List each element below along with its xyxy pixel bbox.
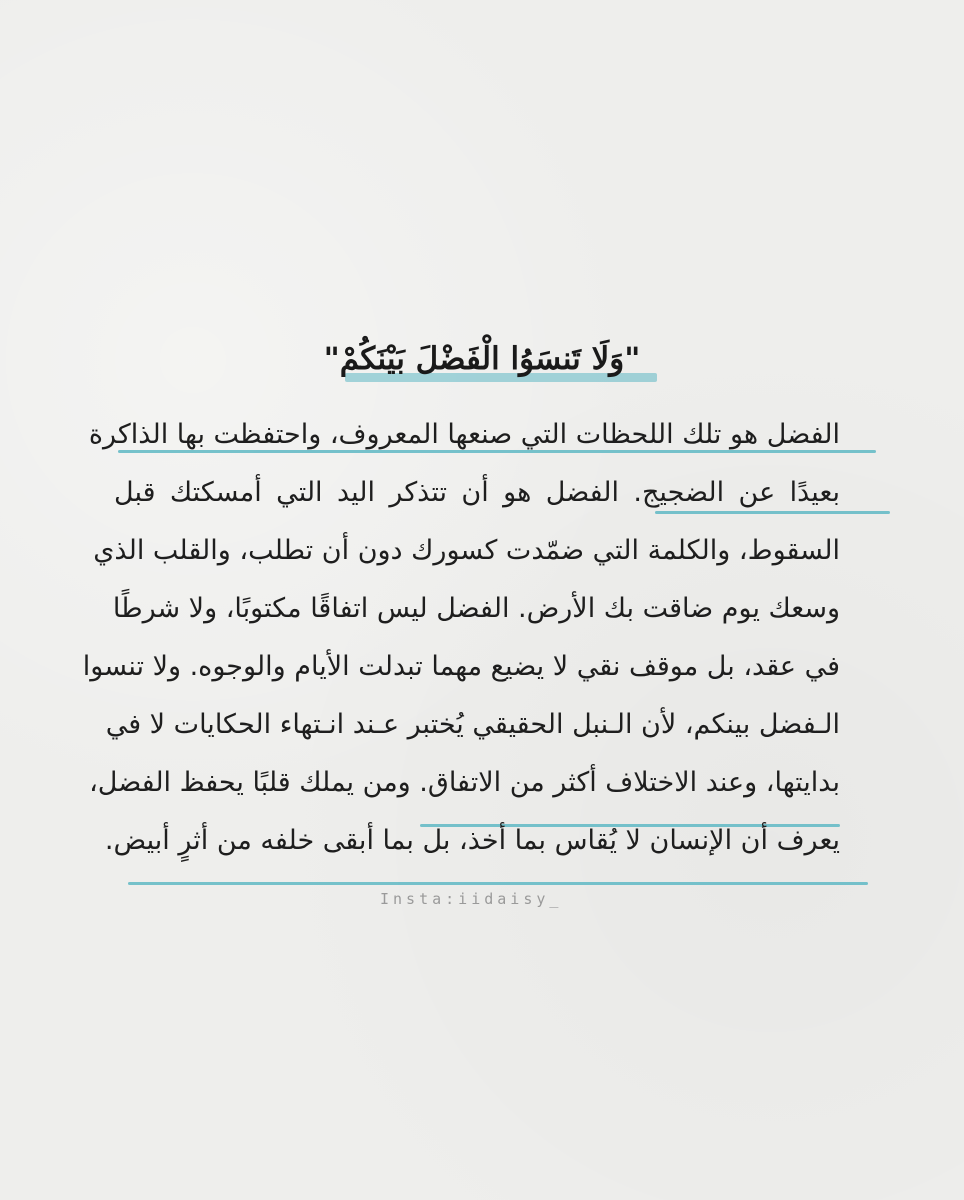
text-line: يعرف أن الإنسان لا يُقاس بما أخذ، بل بما أبقى خلفه من أثرٍ أبيض. [104, 825, 840, 856]
text-line: بدايتها، وعند الاختلاف أكثر من الاتفاق. ومن يملك قلبًا يحفظ الفضل، [89, 767, 840, 798]
text-line: الفضل هو تلك اللحظات التي صنعها المعروف، واحتفظت بها الذاكرة [88, 419, 840, 450]
text-line: الـفضل بينكم، لأن الـنبل الحقيقي يُختبر عـند انـتهاء الحكايات لا في [105, 709, 840, 740]
text-line: السقوط، والكلمة التي ضمّدت كسورك دون أن تطلب، والقلب الذي [93, 535, 840, 566]
text-line: وسعك يوم ضاقت بك الأرض. الفضل ليس اتفاقًا مكتوبًا، ولا شرطًا [112, 593, 840, 624]
text-line: في عقد، بل موقف نقي لا يضيع مهما تبدلت الأيام والوجوه. ولا تنسوا [82, 651, 840, 682]
watermark: Insta:iidaisy_ [380, 890, 563, 908]
text-line: بعيدًا عن الضجيج. الفضل هو أن تتذكر اليد التي أمسكتك قبل [114, 477, 840, 508]
quote-title: "وَلَا تَنسَوُا الْفَضْلَ بَيْنَكُمْ" [323, 341, 641, 377]
body-text [82, 406, 840, 870]
underline-line-8 [128, 882, 868, 885]
